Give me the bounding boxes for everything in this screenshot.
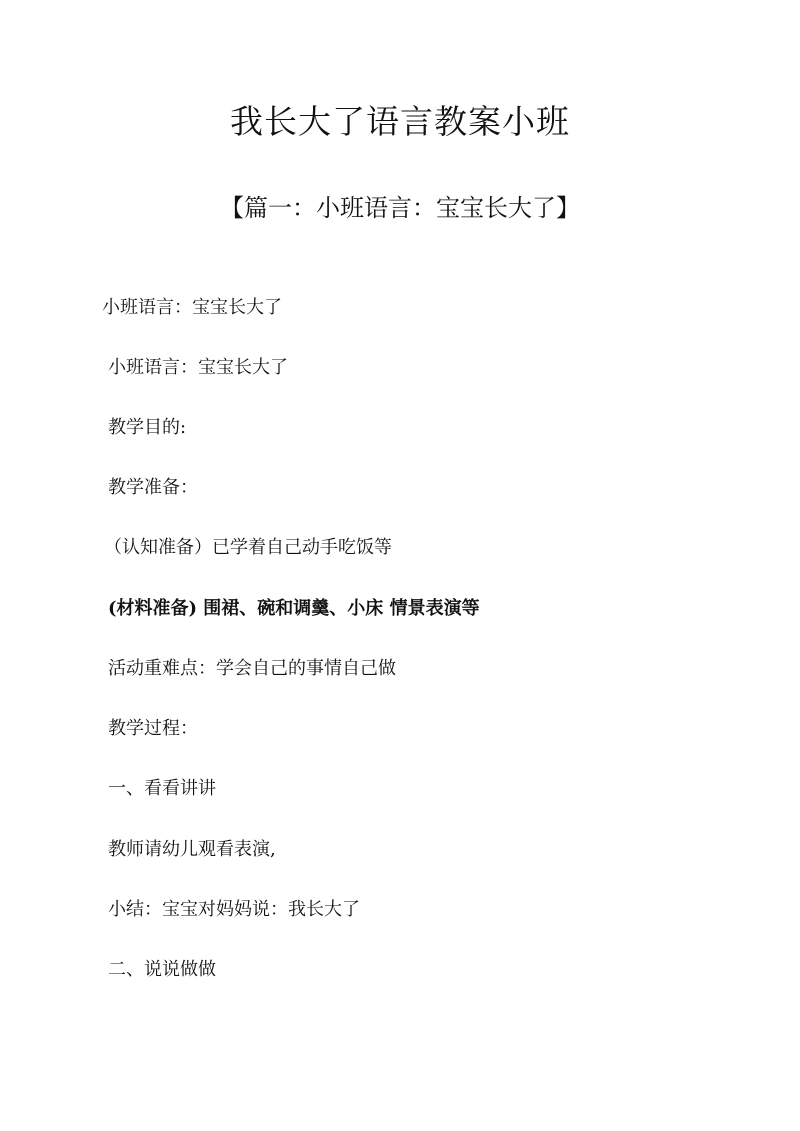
paragraph-11: 小结：宝宝对妈妈说：我长大了 bbox=[108, 899, 360, 920]
paragraph-12: 二、说说做做 bbox=[108, 959, 216, 980]
paragraph-6: (材料准备) 围裙、碗和调羹、小床 情景表演等 bbox=[108, 598, 480, 619]
paragraph-8: 教学过程： bbox=[108, 718, 198, 739]
paragraph-3: 教学目的: bbox=[108, 417, 187, 438]
paragraph-7: 活动重难点：学会自己的事情自己做 bbox=[108, 658, 396, 679]
paragraph-9: 一、看看讲讲 bbox=[108, 778, 216, 799]
paragraph-1: 小班语言：宝宝长大了 bbox=[102, 297, 282, 318]
document-title: 我长大了语言教案小班 bbox=[230, 102, 570, 141]
paragraph-2: 小班语言：宝宝长大了 bbox=[108, 357, 288, 378]
paragraph-4: 教学准备： bbox=[108, 477, 198, 498]
paragraph-5: （认知准备）已学着自己动手吃饭等 bbox=[104, 537, 392, 558]
section-heading: 【篇一：小班语言：宝宝长大了】 bbox=[220, 194, 580, 222]
paragraph-10: 教师请幼儿观看表演, bbox=[108, 839, 276, 860]
